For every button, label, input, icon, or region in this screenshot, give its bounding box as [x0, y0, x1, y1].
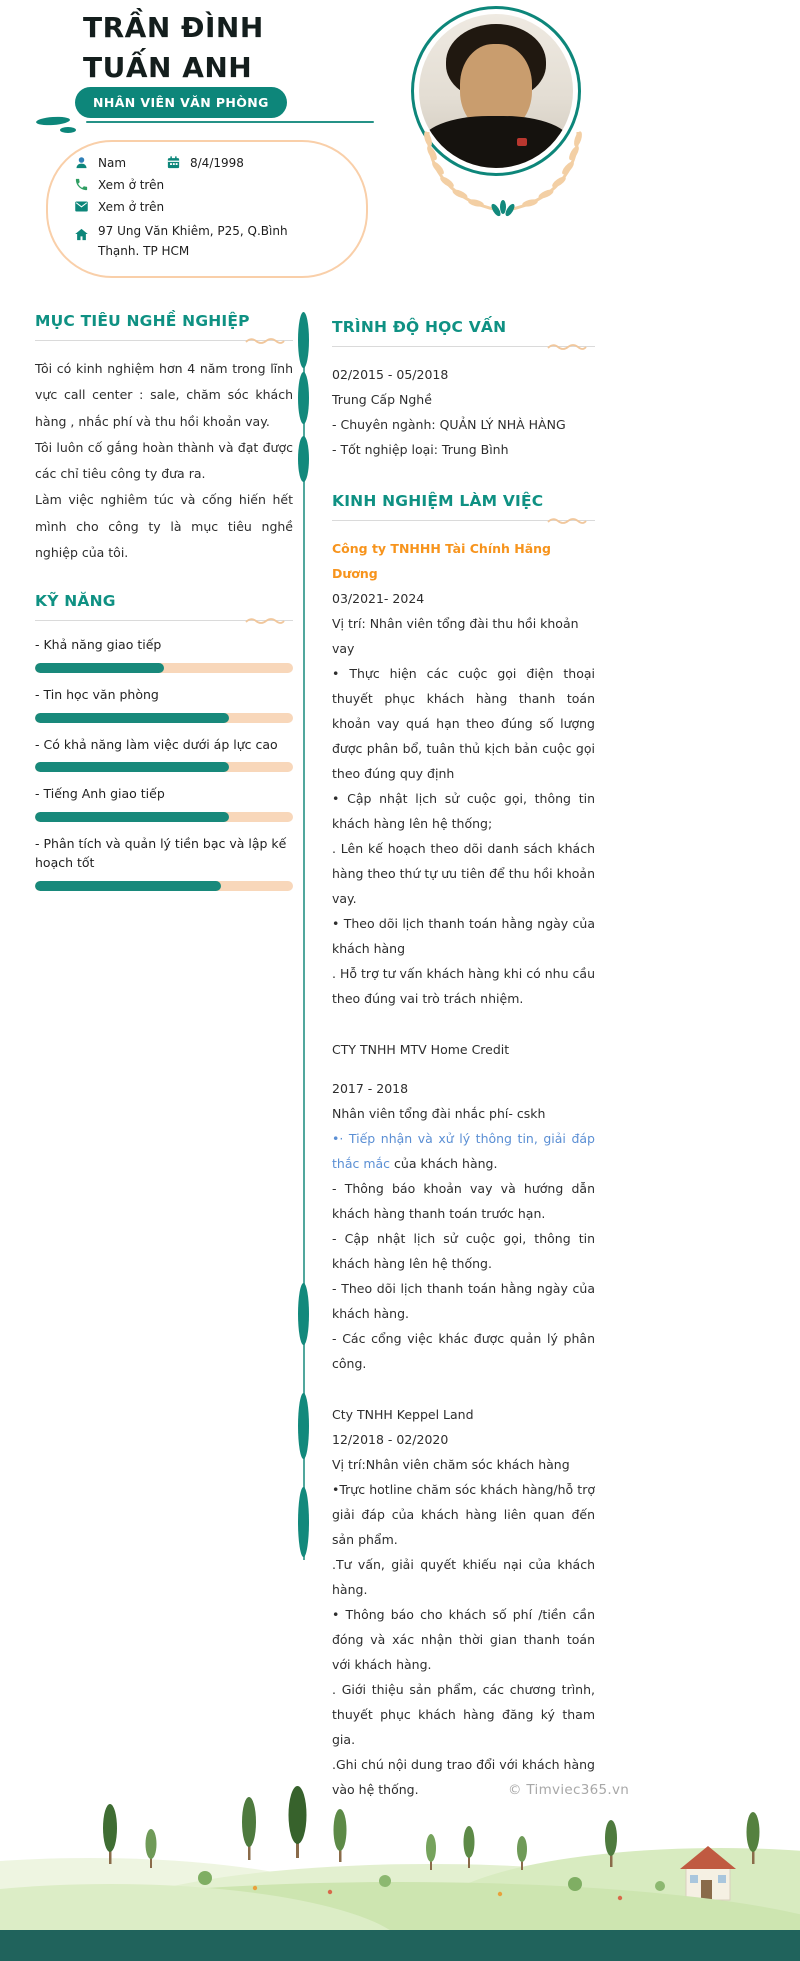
mail-icon [74, 199, 89, 214]
company-name: Cty TNHH Keppel Land [332, 1407, 474, 1422]
job-bullet: - Cập nhật lịch sử cuộc gọi, thông tin khách hàng lên hệ thống. [332, 1231, 595, 1271]
job-bullet: . Lên kế hoạch theo dõi danh sách khách hàng theo thứ tự ưu tiên để thu hồi khoản vay. [332, 841, 595, 906]
gender-field [74, 155, 166, 170]
skill-label: - Phân tích và quản lý tiền bạc và lập kế hoạch tốt [35, 836, 287, 870]
job-position: Vị trí:Nhân viên chăm sóc khách hàng [332, 1457, 570, 1472]
leaf-decoration [298, 1393, 309, 1459]
heading-flourish-icon [547, 516, 587, 525]
job-bullet: - Theo dõi lịch thanh toán hằng ngày của khách hàng. [332, 1281, 595, 1321]
phone-field [74, 177, 164, 192]
skill-bar-fill [35, 881, 221, 891]
skill-label: - Tiếng Anh giao tiếp [35, 786, 165, 802]
home-icon [74, 227, 89, 242]
job-entry [332, 1037, 595, 1376]
skill-bar-fill [35, 713, 229, 723]
heading-flourish-icon [245, 616, 285, 625]
birthday-field [166, 155, 244, 170]
skill-item [35, 835, 293, 891]
address-value: 97 Ung Văn Khiêm, P25, Q.Bình Thạnh. TP HCM [98, 224, 288, 259]
job-period: 2017 - 2018 [332, 1081, 409, 1096]
objective-heading [35, 312, 293, 341]
leaf-decoration [298, 436, 309, 482]
skills-heading-label: KỸ NĂNG [35, 592, 116, 610]
leaf-decoration [298, 372, 309, 424]
header-dash-decoration [36, 116, 70, 126]
gender-value: Nam [98, 155, 127, 170]
bush [379, 1875, 391, 1887]
experience-heading [332, 492, 595, 521]
leaf-decoration [298, 1487, 309, 1557]
column-divider [303, 316, 305, 1560]
job-bullet: •Trực hotline chăm sóc khách hàng/hỗ trợ giải đáp của khách hàng liên quan đến sản phẩm. [332, 1482, 595, 1547]
flower [618, 1896, 622, 1900]
bush [568, 1877, 582, 1891]
job-bullet: - Các cổng việc khác được quản lý phân công. [332, 1331, 595, 1371]
email-value: Xem ở trên [98, 199, 165, 214]
job-bullet: . Giới thiệu sản phẩm, các chương trình, thuyết phục khách hàng đăng ký tham gia. [332, 1682, 595, 1747]
job-bullet: - Thông báo khoản vay và hướng dẫn khách hàng thanh toán trước hạn. [332, 1181, 595, 1221]
tree-icon [464, 1826, 475, 1868]
leaf-decoration [298, 1283, 309, 1345]
skill-bar-fill [35, 663, 164, 673]
profile-photo-frame [406, 2, 616, 227]
contact-card [46, 140, 368, 278]
candidate-name: TRẦN ĐÌNH TUẤN ANH [83, 11, 264, 84]
skill-bar-fill [35, 762, 229, 772]
education-period: 02/2015 - 05/2018 [332, 367, 449, 382]
center-leaf-decoration [490, 200, 517, 218]
objective-paragraph: Tôi có kinh nghiệm hơn 4 năm trong lĩnh vực call center : sale, chăm sóc khách hàng , nhắc phí và thu hồi khoản vay. [35, 361, 293, 429]
flower [498, 1892, 502, 1896]
job-period: 03/2021- 2024 [332, 591, 425, 606]
skill-bar-fill [35, 812, 229, 822]
company-name: CTY TNHH MTV Home Credit [332, 1042, 510, 1057]
address-field [74, 221, 330, 262]
objective-heading-label: MỤC TIÊU NGHỀ NGHIỆP [35, 312, 250, 330]
objective-paragraph: Làm việc nghiêm túc và cống hiến hết mình cho công ty là mục tiêu nghề nghiệp của tôi. [35, 492, 293, 560]
skill-bar-track [35, 812, 293, 822]
job-entry [332, 536, 595, 1011]
flower [328, 1890, 332, 1894]
heading-flourish-icon [547, 342, 587, 351]
job-bullet: • Thông báo cho khách số phí /tiền cần đóng và xác nhận thời gian thanh toán với khách hàng. [332, 1607, 595, 1672]
skill-item [35, 736, 293, 773]
education-school: Trung Cấp Nghề [332, 392, 432, 407]
skill-bar-track [35, 881, 293, 891]
skills-heading [35, 592, 293, 621]
job-bullet: .Tư vấn, giải quyết khiếu nại của khách hàng. [332, 1557, 595, 1597]
flower [253, 1886, 257, 1890]
job-title-badge: NHÂN VIÊN VĂN PHÒNG [75, 87, 287, 118]
job-bullet-link-text: •· Tiếp nhận và xử lý thông tin, giải đáp thắc mắc [332, 1131, 595, 1171]
skill-item [35, 785, 293, 822]
skill-item [35, 636, 293, 673]
left-column [35, 312, 293, 904]
header-line-decoration [86, 121, 374, 123]
laurel-wreath-decoration [398, 126, 608, 222]
skill-bar-track [35, 663, 293, 673]
person-icon [74, 155, 89, 170]
header-dash-decoration [60, 127, 76, 133]
education-section [332, 318, 595, 462]
calendar-icon [166, 155, 181, 170]
footer-illustration [0, 1760, 800, 1930]
skill-label: - Khả năng giao tiếp [35, 637, 162, 652]
education-heading [332, 318, 595, 347]
objective-section [35, 312, 293, 566]
job-bullet: • Theo dõi lịch thanh toán hằng ngày của khách hàng [332, 916, 595, 956]
tree-icon [517, 1836, 527, 1870]
bush [198, 1871, 212, 1885]
job-bullet: . Hỗ trợ tư vấn khách hàng khi có nhu cầu theo đúng vai trò trách nhiệm. [332, 966, 595, 1006]
job-bullet-rest-text: của khách hàng. [394, 1156, 498, 1171]
copyright-text: © Timviec365.vn [508, 1782, 630, 1798]
experience-heading-label: KINH NGHIỆM LÀM VIỆC [332, 492, 544, 510]
education-heading-label: TRÌNH ĐỘ HỌC VẤN [332, 318, 507, 336]
job-bullet: • Thực hiện các cuộc gọi điện thoại thuyết phục khách hàng thanh toán khoản vay quá hạn theo đúng số lượng được phân bổ, tuân thủ kịch bản cuộc gọi theo đúng quy định [332, 666, 595, 781]
heading-flourish-icon [245, 336, 285, 345]
skill-item [35, 686, 293, 723]
right-column [332, 318, 595, 1828]
job-period: 12/2018 - 02/2020 [332, 1432, 449, 1447]
email-field [74, 199, 164, 214]
objective-paragraph: Tôi luôn cố gắng hoàn thành và đạt được các chỉ tiêu công ty đưa ra. [35, 439, 293, 481]
skill-label: - Tin học văn phòng [35, 686, 159, 702]
job-position: Vị trí: Nhân viên tổng đài thu hồi khoản vay [332, 616, 579, 656]
bush [655, 1881, 665, 1891]
skill-bar-track [35, 762, 293, 772]
job-entry [332, 1402, 595, 1802]
education-major: - Chuyên ngành: QUẢN LÝ NHÀ HÀNG [332, 417, 566, 432]
phone-icon [74, 177, 89, 192]
skill-label: - Có khả năng làm việc dưới áp lực cao [35, 736, 278, 752]
company-name: Công ty TNHHH Tài Chính Hãng Dương [332, 541, 552, 581]
tree-icon [334, 1809, 347, 1862]
job-bullet [332, 1126, 595, 1176]
footer-bar [0, 1930, 800, 1961]
leaf-decoration [298, 312, 309, 368]
job-bullet: .Ghi chú nội dung trao đổi với khách hàng vào hệ thống. [332, 1757, 595, 1797]
tree-icon [289, 1786, 307, 1858]
experience-section [332, 492, 595, 1802]
skill-bar-track [35, 713, 293, 723]
job-bullet: • Cập nhật lịch sử cuộc gọi, thông tin khách hàng lên hệ thống; [332, 791, 595, 831]
phone-value: Xem ở trên [98, 177, 165, 192]
job-position: Nhân viên tổng đài nhắc phí- cskh [332, 1106, 546, 1121]
birthday-value: 8/4/1998 [190, 155, 244, 170]
tree-icon [103, 1804, 117, 1864]
education-grade: - Tốt nghiệp loại: Trung Bình [332, 442, 509, 457]
tree-icon [242, 1797, 256, 1860]
skills-section [35, 592, 293, 891]
